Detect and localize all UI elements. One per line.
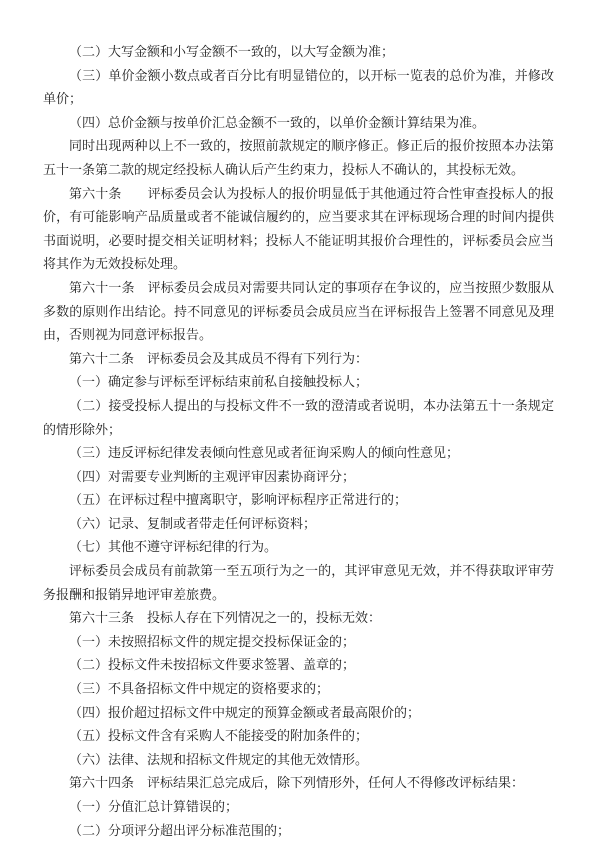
document-body [43, 40, 554, 842]
article-63-item-3: （三）不具备招标文件中规定的资格要求的； [69, 681, 330, 697]
article-61: 第六十一条 评标委员会成员对需要共同认定的事项存在争议的，应当按照少数服从多数的原则作出结论。持不同意见的评标委员会成员应当在评标报告上签署不同意见及理由，否则视为同意评标报告。 [43, 279, 554, 343]
para-correction-order: 同时出现两种以上不一致的，按照前款规定的顺序修正。修正后的报价按照本办法第五十一条第二款的规定经投标人确认后产生约束力，投标人不确认的，其投标无效。 [43, 138, 554, 177]
article-63-item-2: （二）投标文件未按招标文件要求签署、盖章的； [69, 657, 356, 673]
article-62-item-1: （一）确定参与评标至评标结束前私自接触投标人； [69, 374, 369, 390]
article-62-item-2: （二）接受投标人提出的与投标文件不一致的澄清或者说明，本办法第五十一条规定的情形除外； [43, 397, 554, 437]
article-60: 第六十条 评标委员会认为投标人的报价明显低于其他通过符合性审查投标人的报价，有可能影响产品质量或者不能诚信履约的，应当要求其在评标现场合理的时间内提供书面说明，必要时提交相关证明材料；投标人不能证明其报价合理性的，评标委员会应当将其作为无效投标处理。 [43, 185, 554, 272]
article-62-item-4: （四）对需要专业判断的主观评审因素协商评分； [69, 468, 356, 484]
article-63-heading: 第六十三条 投标人存在下列情况之一的，投标无效： [69, 610, 382, 626]
article-63-item-6: （六）法律、法规和招标文件规定的其他无效情形。 [69, 751, 369, 767]
article-62-heading: 第六十二条 评标委员会及其成员不得有下列行为： [69, 350, 369, 366]
article-62-consequence: 评标委员会成员有前款第一至五项行为之一的，其评审意见无效，并不得获取评审劳务报酬和报销异地评审差旅费。 [43, 563, 554, 602]
article-63-item-5: （五）投标文件含有采购人不能接受的附加条件的； [69, 728, 369, 744]
article-62-item-3: （三）违反评标纪律发表倾向性意见或者征询采购人的倾向性意见； [69, 445, 460, 461]
clause-iii-unit-price-error: （三）单价金额小数点或者百分比有明显错位的，以开标一览表的总价为准，并修改单价； [43, 67, 554, 107]
clause-iv-total-vs-unit-price: （四）总价金额与按单价汇总金额不一致的，以单价金额计算结果为准。 [69, 114, 486, 130]
article-64-heading: 第六十四条 评标结果汇总完成后，除下列情形外，任何人不得修改评标结果： [69, 775, 525, 791]
article-63-item-4: （四）报价超过招标文件中规定的预算金额或者最高限价的； [69, 704, 421, 720]
article-62-item-5: （五）在评标过程中擅离职守，影响评标程序正常进行的； [69, 492, 408, 508]
article-64-item-2: （二）分项评分超出评分标准范围的； [69, 822, 291, 838]
article-63-item-1: （一）未按照招标文件的规定提交投标保证金的； [69, 633, 356, 649]
article-62-item-6: （六）记录、复制或者带走任何评标资料； [69, 515, 317, 531]
article-62-item-7: （七）其他不遵守评标纪律的行为。 [69, 539, 278, 555]
article-64-item-1: （一）分值汇总计算错误的； [69, 799, 239, 814]
clause-ii-amount-in-words: （二）大写金额和小写金额不一致的，以大写金额为准； [69, 44, 395, 59]
